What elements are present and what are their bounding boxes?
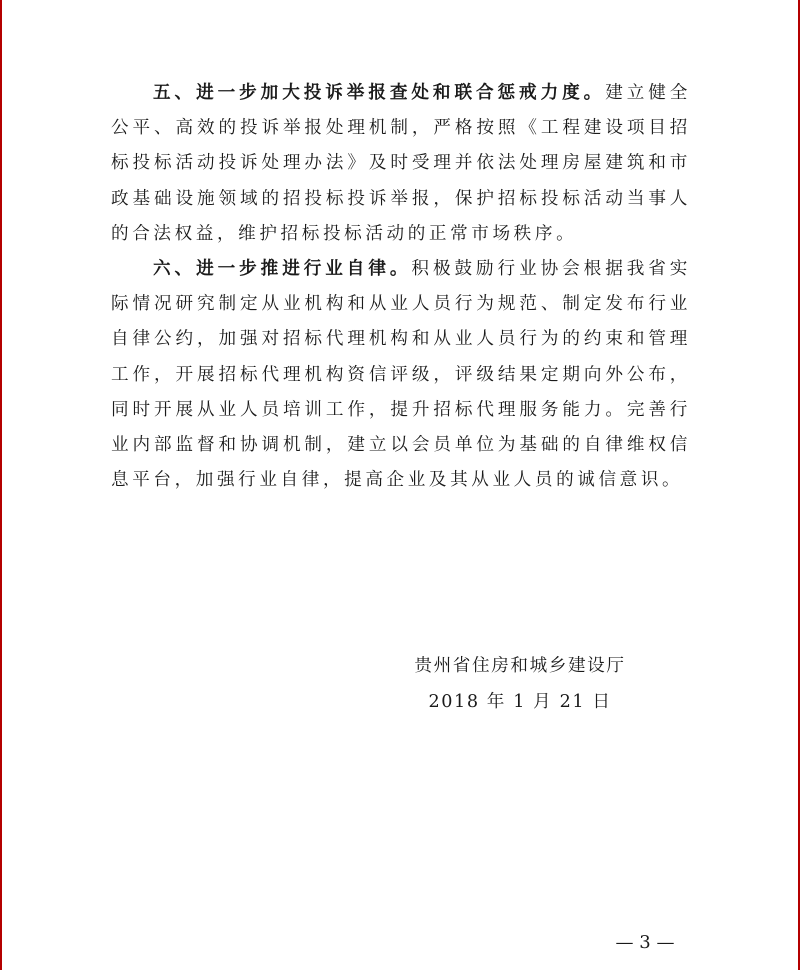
signature-block — [380, 648, 660, 720]
paragraph-five-heading: 五、进一步加大投诉举报查处和联合惩戒力度。 — [153, 83, 606, 103]
paragraph-six-heading: 六、进一步推进行业自律。 — [153, 259, 412, 280]
page-number: — 3 — — [615, 932, 675, 953]
paragraph-five-body: 建立健全公平、高效的投诉举报处理机制，严格按照《工程建设项目招标投标活动投诉处理办法》及时受理并依法处理房屋建筑和市政基础设施领域的招投标投诉举报，保护招标投标活动当事人的合法权益，维护招标投标活动的正常市场秩序。 — [111, 83, 691, 244]
document-body — [111, 76, 691, 498]
signature-organization: 贵州省住房和城乡建设厅 — [414, 656, 626, 676]
page-border-left — [0, 0, 2, 970]
paragraph-six — [111, 252, 691, 498]
signature-date: 2018 年 1 月 21 日 — [428, 692, 612, 712]
paragraph-five — [111, 76, 691, 252]
paragraph-six-body: 积极鼓励行业协会根据我省实际情况研究制定从业机构和从业人员行为规范、制定发布行业自律公约，加强对招标代理机构和从业人员行为的约束和管理工作，开展招标代理机构资信评级，评级结果定期向外公布，同时开展从业人员培训工作，提升招标代理服务能力。完善行业内部监督和协调机制，建立以会员单位为基础的自律维权信息平台，加强行业自律，提高企业及其从业人员的诚信意识。 — [111, 259, 691, 491]
